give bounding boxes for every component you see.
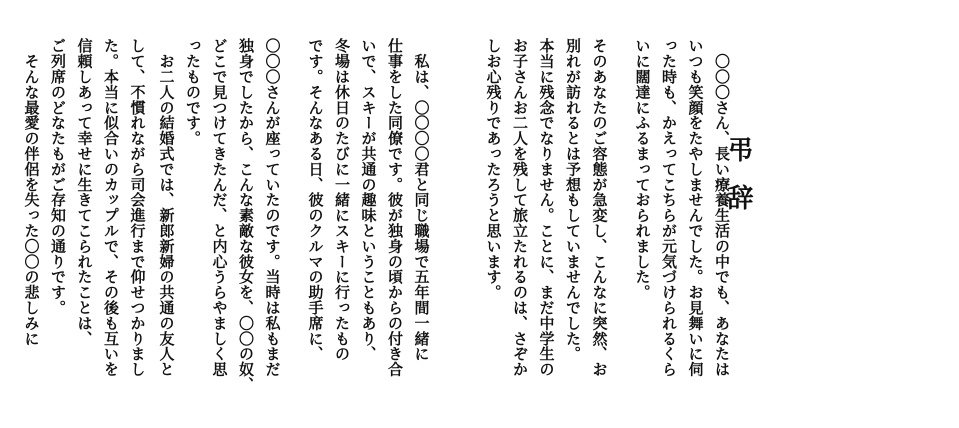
paragraph-1: 〇〇〇さん、長い療養生活の中でも、あなたは いつも笑顔をたやしませんでした。お見舞いに伺 った時も、かえってこちらが元気づけられるくら いに闊達にふるまっておられました。	[633, 38, 731, 377]
paragraph-3: 私は、〇〇〇〇君と同じ職場で五年間一緒に 仕事をした同僚です。彼が独身の頃からの付き合 いで、スキーが共通の趣味ということもあり、 冬場は休日のたびに一緒にスキーに行ったもの です。そんなある日、彼のクルマの助手席に、	[306, 38, 431, 377]
paragraph-5: して、不慣れながら司会進行まで仰せつかりまし た。本当に似合いのカップルで、その後も互いを 信頼しあって幸せに生きてこられたことは、 ご列席のどなたもがご存知の通りです。 そんな最愛の伴侶を失った〇〇の悲しみに	[22, 38, 147, 377]
paragraph-2: そのあなたのご容態が急変し、こんなに突然、お 別れが訪れるとは予想もしていませんでした。 本当に残念でなりません。ことに、まだ中学生の お子さんお二人を残して旅立たれるのは、さぞか しお心残りであったろうと思います。	[484, 38, 609, 377]
document-title: 弔辞	[723, 136, 753, 232]
paragraph-4: 〇〇〇さんが座っていたのです。当時は私もまだ 独身でしたから、こんな素敵な彼女を、〇〇の奴、 どこで見つけてきたんだ、と内心うらやましく思 ったものです。 お二人の結婚式では、新郎新婦の共通の友人と	[157, 38, 282, 393]
